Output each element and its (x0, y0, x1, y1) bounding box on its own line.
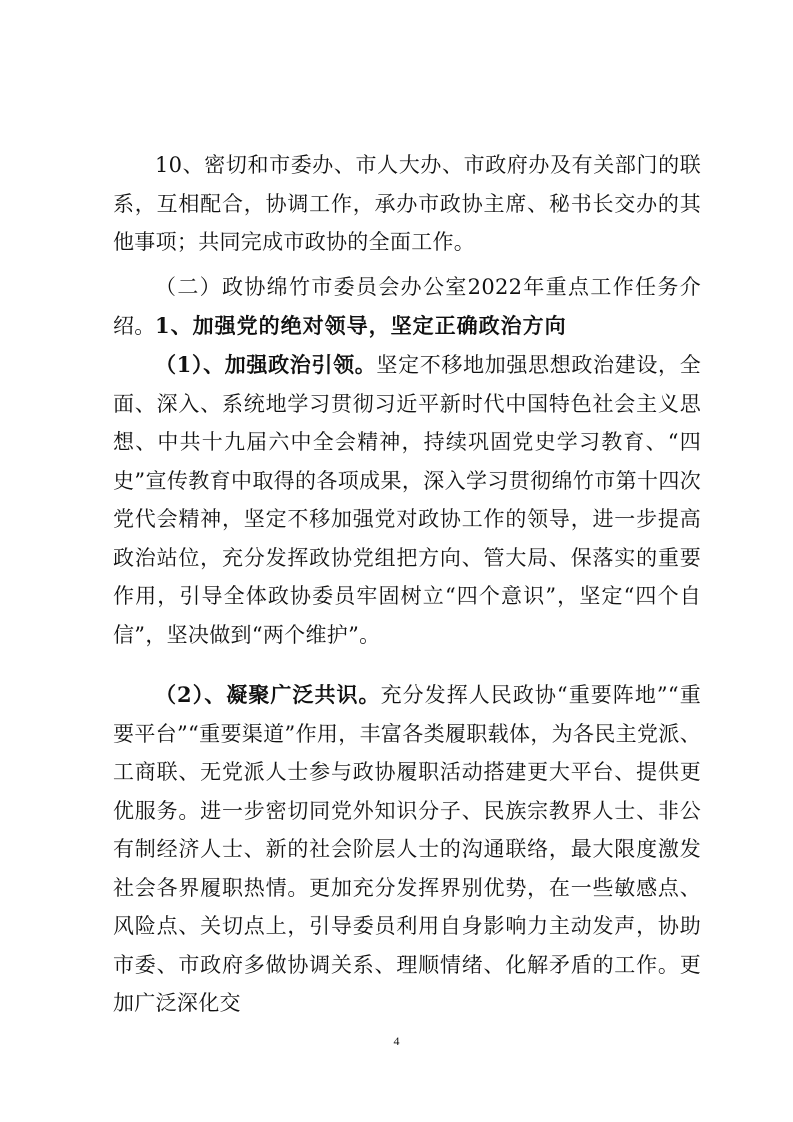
paragraph-lead-bold: （2）、凝聚广泛共识。 (155, 682, 381, 707)
section-heading-1 (113, 307, 701, 346)
paragraph-item-10 (113, 146, 701, 262)
heading-text: 1、加强党的绝对领导，坚定正确政治方向 (155, 313, 567, 338)
paragraph-political-guidance (113, 346, 701, 654)
section-intro-text: （二）政协绵竹市委员会办公室2022年重点工作任务介绍。 (113, 275, 701, 338)
paragraph-consensus (113, 676, 701, 1023)
paragraph-text: 10、密切和市委办、市人大办、市政府办及有关部门的联系，互相配合，协调工作，承办市政协主席、秘书长交办的其他事项；共同完成市政协的全面工作。 (113, 153, 701, 254)
paragraph-body: 充分发挥人民政协“重要阵地”“重要平台”“重要渠道”作用，丰富各类履职载体，为各民主党派、工商联、无党派人士参与政协履职活动搭建更大平台、提供更优服务。进一步密切同党外知识分子、民族宗教界人士、非公有制经济人士、新的社会阶层人士的沟通联络，最大限度激发社会各界履职热情。更加充分发挥界别优势，在一些敏感点、风险点、关切点上，引导委员利用自身影响力主动发声，协助市委、市政府多做协调关系、理顺情绪、化解矛盾的工作。更加广泛深化交 (113, 683, 701, 1015)
page-number: 4 (393, 1034, 400, 1048)
paragraph-body: 坚定不移地加强思想政治建设，全面、深入、系统地学习贯彻习近平新时代中国特色社会主义思想、中共十九届六中全会精神，持续巩固党史学习教育、“四史”宣传教育中取得的各项成果，深入学习贯彻绵竹市第十四次党代会精神，坚定不移加强党对政协工作的领导，进一步提高政治站位，充分发挥政协党组把方向、管大局、保落实的重要作用，引导全体政协委员牢固树立“四个意识”，坚定“四个自信”，坚决做到“两个维护”。 (113, 353, 701, 647)
paragraph-lead-bold: （1）、加强政治引领。 (155, 352, 377, 377)
